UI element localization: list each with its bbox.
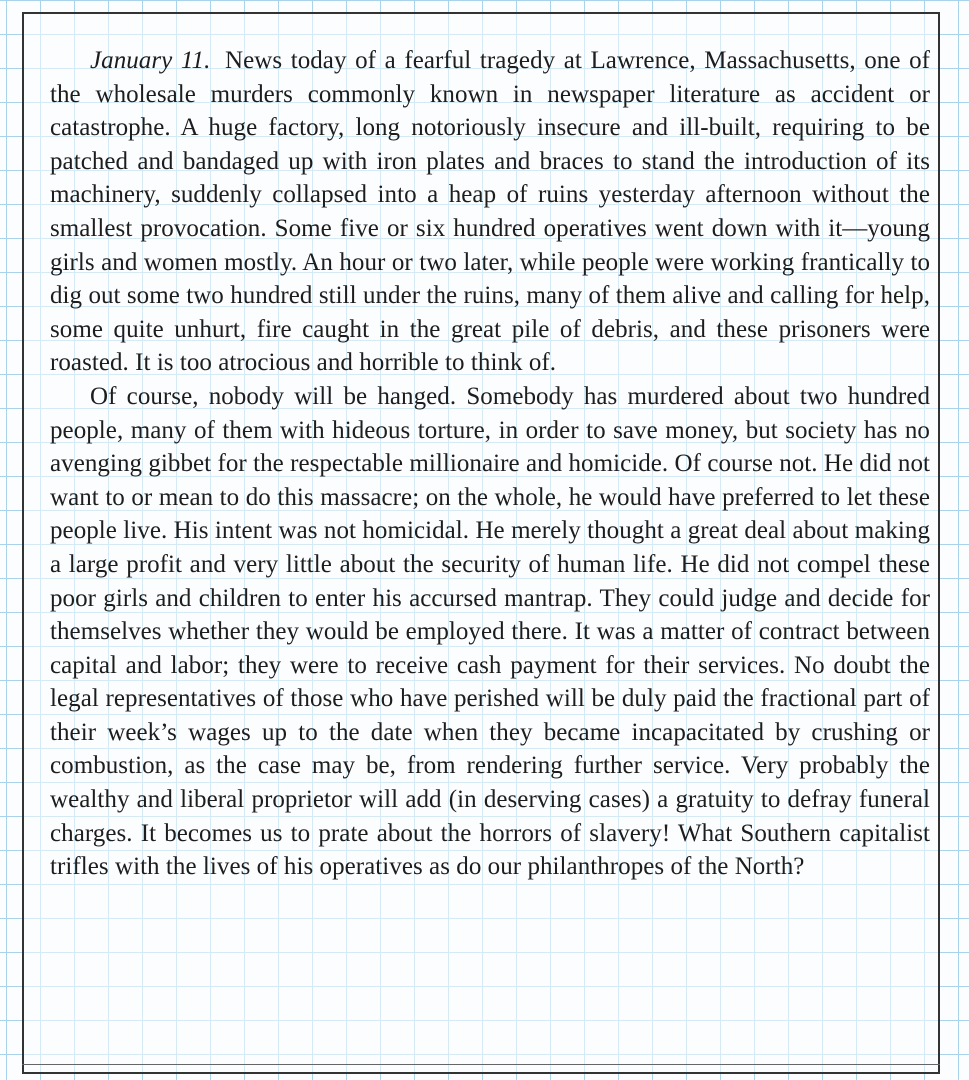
paragraph-1 <box>50 44 930 380</box>
paragraph-1-text: News today of a fearful tragedy at Lawrence, Massachusetts, one of the wholesale murders commonly known in newspaper literature as accident or catastrophe. A huge factory, long notoriously insecure and ill-built, requiring to be patched and bandaged up with iron plates and braces to stand the introduction of its machinery, suddenly collapsed into a heap of ruins yesterday afternoon without the smallest provocation. Some five or six hundred operatives went down with it—young girls and women mostly. An hour or two later, while people were working frantically to dig out some two hundred still under the ruins, many of them alive and calling for help, some quite unhurt, fire caught in the great pile of debris, and these prisoners were roasted. It is too atrocious and horrible to think of. <box>50 47 930 377</box>
entry-date: January 11. <box>90 47 211 74</box>
bottom-rule <box>22 1064 940 1065</box>
clipping-frame <box>22 12 940 1074</box>
paragraph-2: Of course, nobody will be hanged. Somebody has murdered about two hundred people, many of them with hideous torture, in order to save money, but society has no avenging gibbet for the respectable millionaire and homicide. Of course not. He did not want to or mean to do this massacre; on the whole, he would have preferred to let these people live. His intent was not homicidal. He merely thought a great deal about making a large profit and very little about the security of human life. He did not compel these poor girls and children to enter his accursed mantrap. They could judge and decide for themselves whether they would be employed there. It was a matter of contract between capital and labor; they were to receive cash payment for their services. No doubt the legal representatives of those who have perished will be duly paid the fractional part of their week’s wages up to the date when they became incapacitated by crushing or combustion, as the case may be, from rendering further service. Very probably the wealthy and liberal proprietor will add (in deserving cases) a gratuity to defray funeral charges. It becomes us to prate about the horrors of slavery! What Southern capitalist trifles with the lives of his operatives as do our philanthropes of the North? <box>50 382 930 881</box>
diary-entry <box>50 44 930 884</box>
